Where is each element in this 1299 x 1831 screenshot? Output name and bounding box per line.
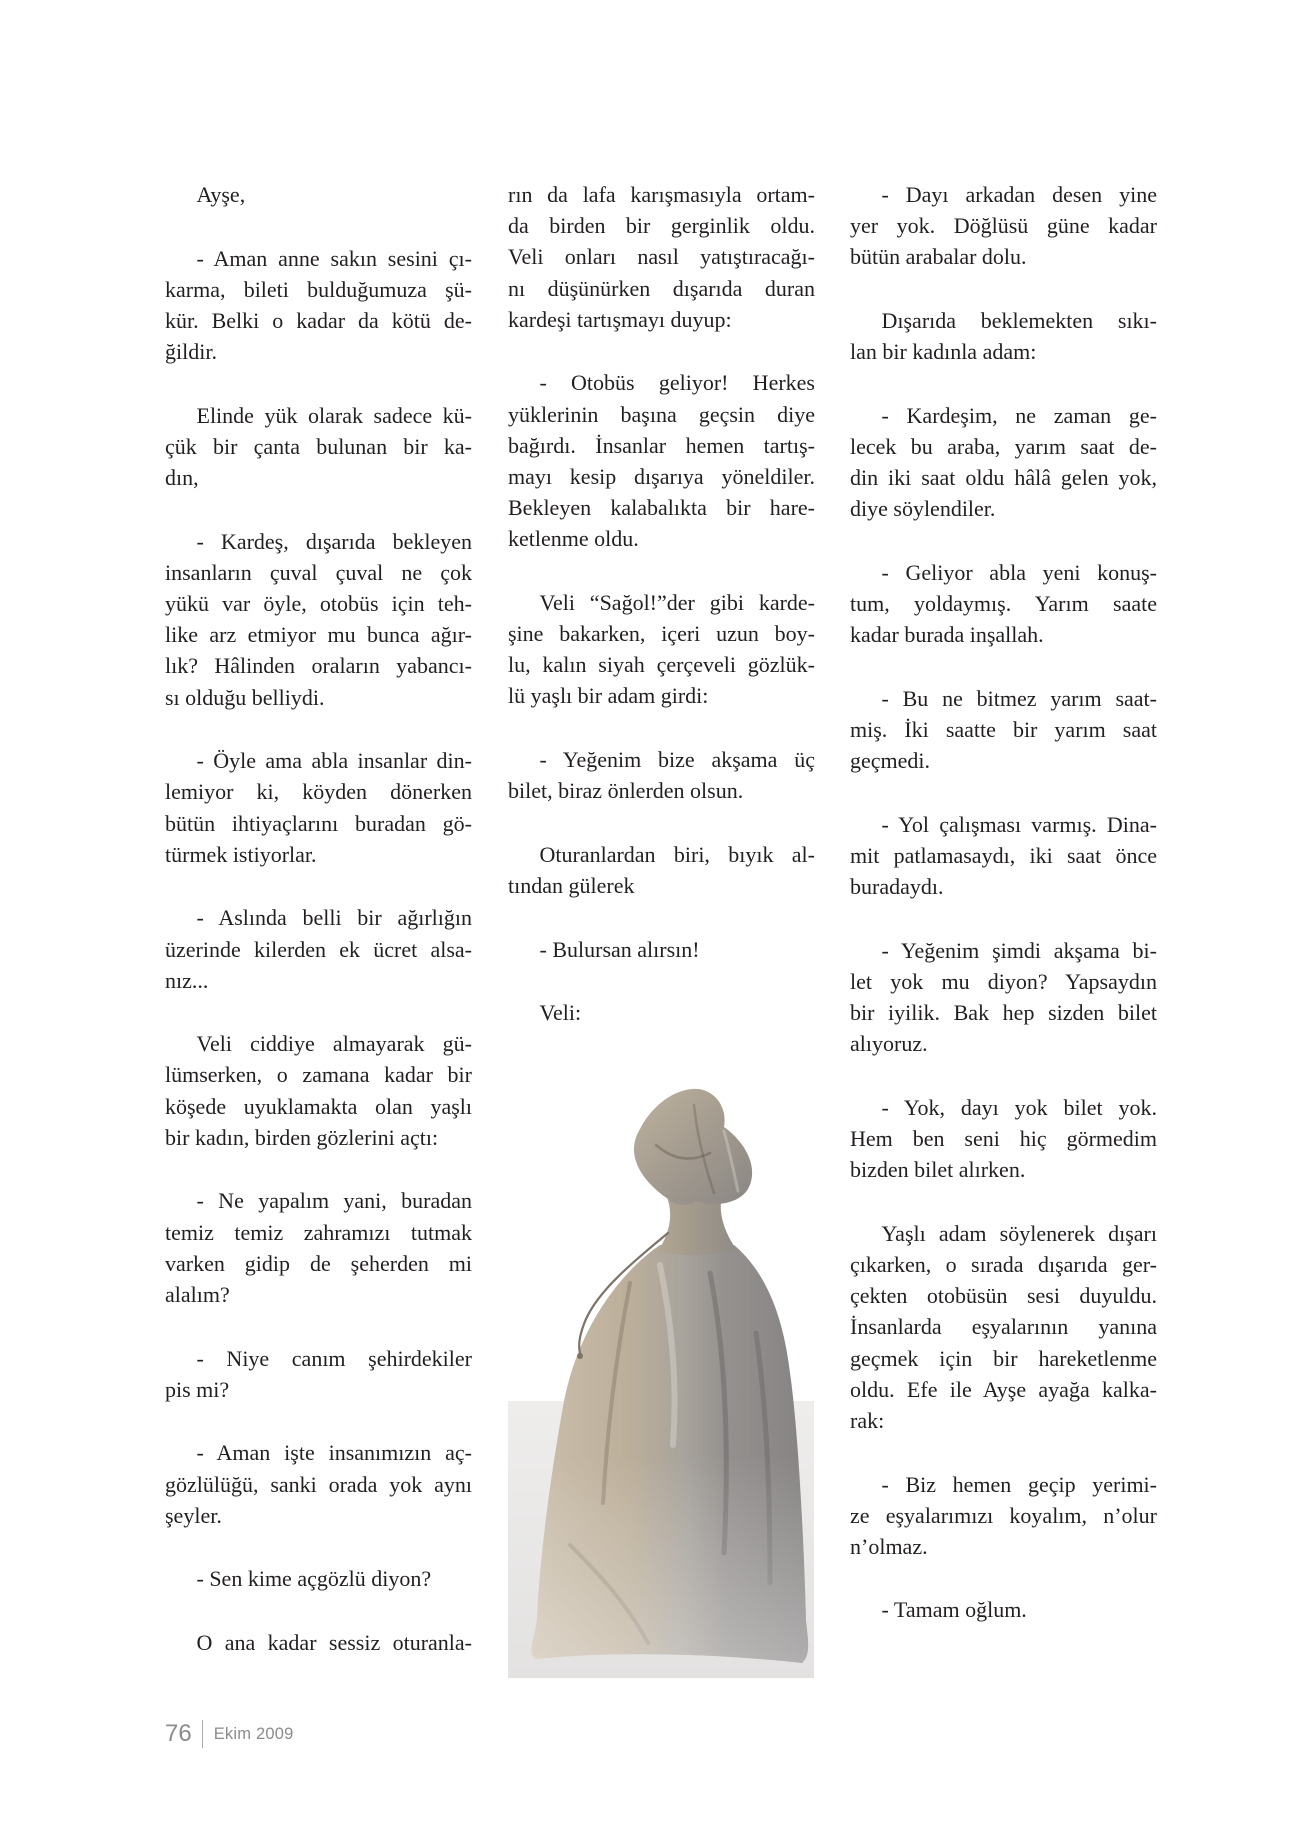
text-line: ğildir. [165, 339, 217, 365]
text-column-3 [850, 179, 1157, 1658]
paragraph [165, 1028, 472, 1153]
text-line: yer yok. Döğlüsü güne kadar [850, 213, 1157, 239]
text-line: - Ne yapalım yani, buradan [196, 1188, 472, 1214]
page-number: 76 [165, 1720, 192, 1747]
text-line: - Sen kime açgözlü diyon? [196, 1566, 432, 1592]
text-line: çük bir çanta bulunan bir ka- [165, 433, 472, 459]
text-line: - Bu ne bitmez yarım saat- [881, 685, 1157, 711]
paragraph [508, 997, 815, 1028]
paragraph [165, 179, 472, 210]
text-column-2 [508, 179, 815, 1061]
paragraph [508, 367, 815, 554]
text-line: - Geliyor abla yeni konuş- [881, 559, 1157, 585]
sack-illustration [508, 1083, 814, 1678]
text-line: varken gidip de şeherden mi [165, 1250, 472, 1276]
text-line: buradaydı. [850, 874, 944, 900]
page-footer [165, 1718, 293, 1750]
text-line: İnsanlarda eşyalarının yanına [850, 1314, 1157, 1340]
paragraph [850, 1092, 1157, 1186]
text-line: köşede uyuklamakta olan yaşlı [165, 1093, 472, 1119]
text-line: alalım? [165, 1281, 230, 1307]
text-line: Veli ciddiye almayarak gü- [196, 1031, 472, 1057]
text-line: geçmedi. [850, 748, 931, 774]
text-line: - Öyle ama abla insanlar din- [196, 748, 472, 774]
text-line: mit patlamasaydı, iki saat önce [850, 842, 1157, 868]
paragraph [850, 557, 1157, 651]
text-line: kadar burada inşallah. [850, 622, 1044, 648]
text-line: - Yeğenim bize akşama üç [539, 746, 815, 772]
text-line: - Dayı arkadan desen yine [881, 182, 1157, 207]
text-line: da birden bir gerginlik oldu. [508, 213, 815, 239]
text-line: lecek bu araba, yarım saat de- [850, 433, 1157, 459]
text-line: Yaşlı adam söylenerek dışarı [881, 1220, 1157, 1246]
text-line: lu, kalın siyah çerçeveli gözlük- [508, 652, 815, 678]
text-line: Elinde yük olarak sadece kü- [196, 402, 472, 428]
paragraph [850, 1594, 1157, 1625]
text-line: insanların çuval çuval ne çok [165, 559, 472, 585]
text-line: rak: [850, 1407, 885, 1433]
text-line: - Yok, dayı yok bilet yok. [881, 1094, 1157, 1120]
text-line: pis mi? [165, 1376, 230, 1402]
paragraph [165, 902, 472, 996]
text-line: like arz etmiyor mu bunca ağır- [165, 622, 472, 648]
text-line: - Kardeşim, ne zaman ge- [881, 402, 1157, 428]
text-line: kür. Belki o kadar da kötü de- [165, 307, 472, 333]
paragraph [165, 1627, 472, 1658]
sack-highlight [531, 1245, 808, 1663]
text-line: tından gülerek [508, 872, 635, 898]
text-line: üzerinde kilerden ek ücret alsa- [165, 936, 472, 962]
text-line: nız... [165, 967, 209, 993]
text-line: mayı kesip dışarıya yöneldiler. [508, 463, 815, 489]
text-line: n’olmaz. [850, 1533, 928, 1559]
footer-divider [202, 1720, 203, 1748]
text-line: diye söylendiler. [850, 496, 996, 522]
text-line: dın, [165, 465, 199, 491]
text-line: nı düşünürken dışarıda duran [508, 275, 815, 301]
issue-date: Ekim 2009 [213, 1725, 294, 1743]
sack-neck [658, 1195, 736, 1255]
text-line: bilet, biraz önlerden olsun. [508, 778, 744, 804]
text-line: - Aslında belli bir ağırlığın [196, 905, 472, 931]
paragraph [850, 400, 1157, 525]
text-line: - Niye canım şehirdekiler [196, 1345, 472, 1371]
text-line: O ana kadar sessiz oturanla- [196, 1629, 472, 1655]
text-line: Veli “Sağol!”der gibi karde- [539, 589, 815, 615]
text-line: lan bir kadınla adam: [850, 339, 1037, 365]
text-line: yüklerinin başına geçsin diye [508, 401, 815, 427]
text-line: bizden bilet alırken. [850, 1157, 1026, 1183]
text-line: bir kadın, birden gözlerini açtı: [165, 1124, 439, 1150]
text-line: Veli: [539, 1000, 582, 1026]
paragraph [850, 683, 1157, 777]
text-line: tum, yoldaymış. Yarım saate [850, 591, 1157, 617]
text-line: lü yaşlı bir adam girdi: [508, 683, 709, 709]
text-line: Veli onları nasıl yatıştıracağı- [508, 244, 815, 270]
text-line: - Biz hemen geçip yerimi- [881, 1471, 1157, 1497]
paragraph [850, 305, 1157, 367]
text-line: alıyoruz. [850, 1031, 928, 1057]
text-line: karma, bileti bulduğumuza şü- [165, 276, 472, 302]
paragraph [508, 934, 815, 965]
sack-string-end [577, 1353, 583, 1359]
text-line: bütün ihtiyaçlarını buradan gö- [165, 810, 472, 836]
text-line: - Bulursan alırsın! [539, 936, 700, 962]
paragraph [850, 179, 1157, 273]
text-line: rın da lafa karışmasıyla ortam- [508, 182, 815, 207]
paragraph [165, 400, 472, 494]
text-line: let yok mu diyon? Yapsaydın [850, 968, 1157, 994]
text-line: ketlenme oldu. [508, 526, 639, 552]
paragraph [850, 1218, 1157, 1436]
text-line: çıkarken, o sırada dışarıda ger- [850, 1252, 1157, 1277]
text-line: ze eşyalarımızı koyalım, n’olur [850, 1502, 1157, 1528]
text-line: geçmek için bir hareketlenme [850, 1345, 1157, 1371]
text-line: - Otobüs geliyor! Herkes [539, 370, 815, 396]
text-line: - Aman işte insanımızın aç- [196, 1440, 472, 1466]
text-line: bütün arabalar dolu. [850, 244, 1027, 270]
paragraph [165, 1343, 472, 1405]
text-line: din iki saat oldu hâlâ gelen yok, [850, 465, 1157, 491]
paragraph [508, 587, 815, 712]
text-line: lümserken, o zamana kadar bir [165, 1062, 472, 1088]
paragraph [165, 1437, 472, 1531]
text-line: - Tamam oğlum. [881, 1597, 1027, 1623]
paragraph [508, 179, 815, 335]
text-line: şeyler. [165, 1502, 222, 1528]
text-line: Oturanlardan biri, bıyık al- [539, 841, 815, 867]
text-line: Bekleyen kalabalıkta bir hare- [508, 495, 815, 521]
paragraph [850, 935, 1157, 1060]
text-line: lemiyor ki, köyden dönerken [165, 779, 472, 805]
text-line: kardeşi tartışmayı duyup: [508, 306, 732, 332]
paragraph [165, 243, 472, 368]
paragraph [850, 1469, 1157, 1563]
paragraph [508, 839, 815, 901]
text-column-1 [165, 179, 472, 1690]
text-line: oldu. Efe ile Ayşe ayağa kalka- [850, 1376, 1157, 1402]
text-line: bağırdı. İnsanlar hemen tartış- [508, 432, 815, 458]
text-line: - Aman anne sakın sesini çı- [196, 245, 472, 271]
paragraph [165, 1185, 472, 1310]
paragraph [850, 809, 1157, 903]
text-line: sı olduğu belliydi. [165, 684, 325, 710]
text-line: Dışarıda beklemekten sıkı- [881, 307, 1157, 333]
paragraph [165, 745, 472, 870]
text-line: gözlülüğü, sanki orada yok aynı [165, 1471, 472, 1497]
text-line: - Yeğenim şimdi akşama bi- [881, 937, 1157, 963]
text-line: yükü var öyle, otobüs için teh- [165, 591, 472, 617]
text-line: şine bakarken, içeri uzun boy- [508, 621, 815, 647]
paragraph [165, 526, 472, 713]
text-line: lık? Hâlinden oraların yabancı- [165, 653, 472, 679]
text-line: türmek istiyorlar. [165, 841, 317, 867]
text-line: çekten otobüsün sesi duyuldu. [850, 1283, 1157, 1309]
text-line: - Kardeş, dışarıda bekleyen [196, 528, 472, 554]
text-line: Hem ben seni hiç görmedim [850, 1126, 1157, 1152]
text-line: miş. İki saatte bir yarım saat [850, 717, 1157, 742]
sack-illustration-svg [508, 1083, 814, 1678]
text-line: Ayşe, [196, 182, 246, 207]
text-line: - Yol çalışması varmış. Dina- [881, 811, 1157, 837]
paragraph [508, 744, 815, 806]
paragraph [165, 1563, 472, 1594]
text-line: temiz temiz zahramızı tutmak [165, 1219, 472, 1245]
text-line: bir iyilik. Bak hep sizden bilet [850, 1000, 1157, 1026]
